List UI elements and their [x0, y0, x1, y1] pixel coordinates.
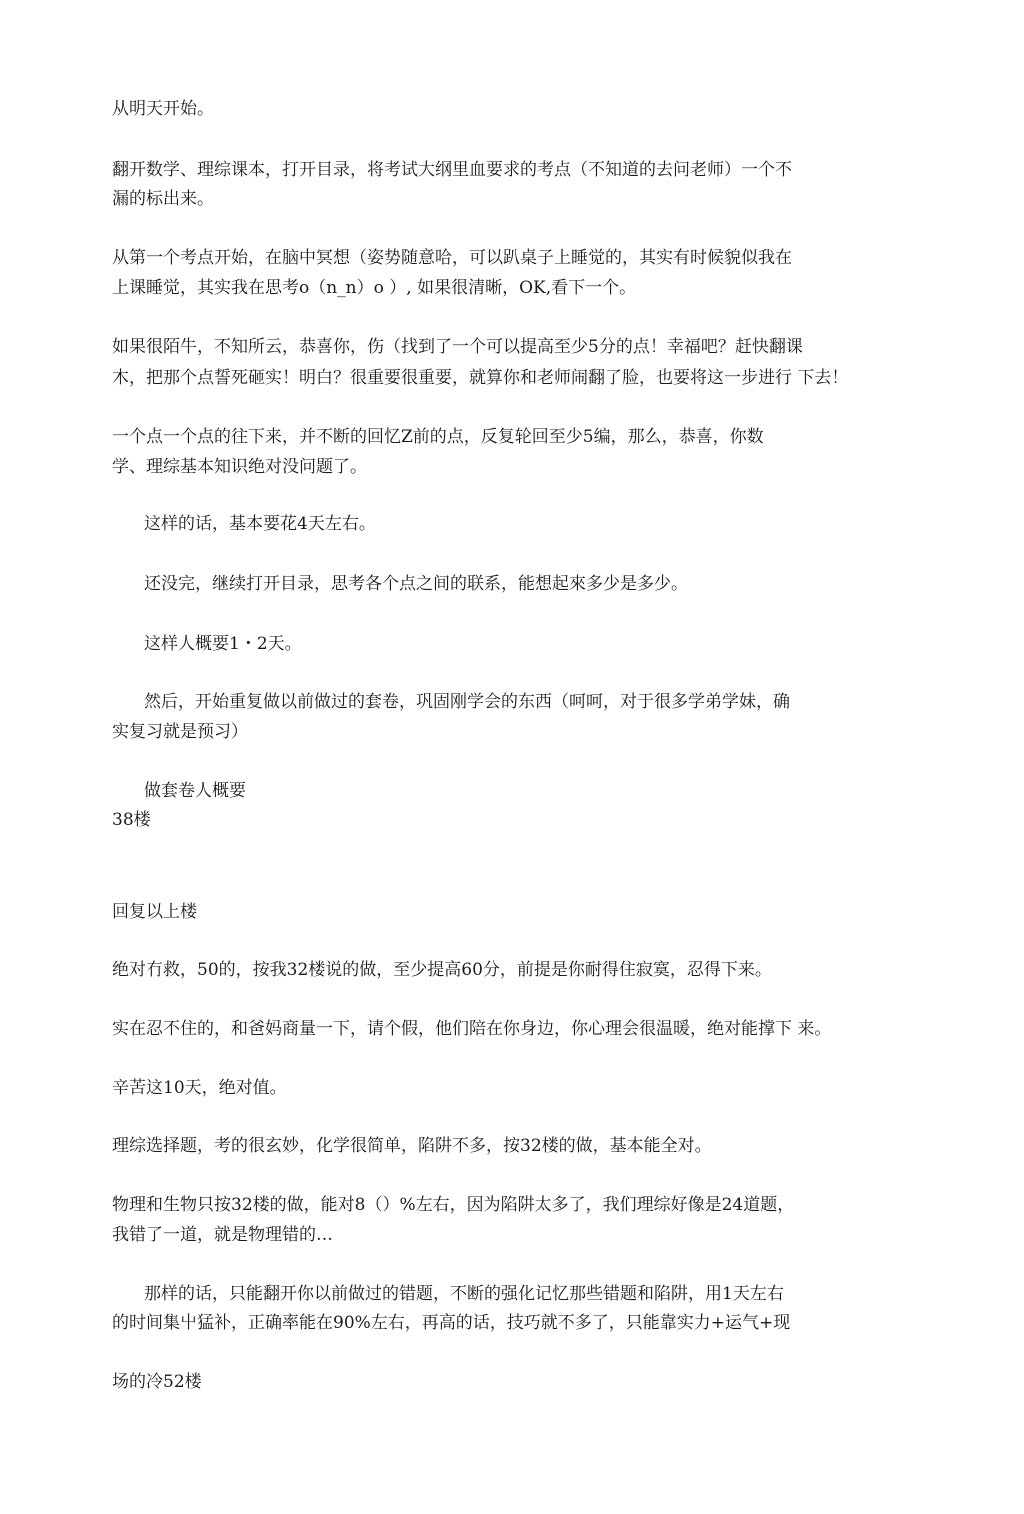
paragraph-wrong-questions-line2: 的时间集屮猛补，正确率能在90%左右，再高的话，技巧就不多了，只能靠实力+运气+现: [112, 1313, 791, 1333]
paragraph-open-textbook-line1: 翻开数学、理综课本，打开目录，将考试大纲里血要求的考点（不知道的去问老师）一个不: [112, 160, 792, 180]
paragraph-first-point-line1: 从第一个考点开始，在脑中冥想（姿势随意哈，可以趴桌子上睡觉的，其实有时候貌似我在: [112, 248, 792, 268]
paragraph-reply-above: 回复以上楼: [112, 902, 197, 922]
paragraph-unfamiliar-line1: 如果很陌牛，不知所云，恭喜你，伤（找到了一个可以提高至少5分的点！幸福吧？赶快翻课: [112, 337, 803, 357]
paragraph-physics-biology-line1: 物理和生物只按32楼的做，能对8（）%左右，因为陷阱太多了，我们理综好像是24道题，: [112, 1195, 795, 1215]
paragraph-hopeless-50: 绝对冇救，50的，按我32楼说的做，至少提高60分，前提是你耐得住寂寞，忍得下来。: [112, 960, 772, 980]
paragraph-point-by-point-line2: 学、理综基本知识绝对没问题了。: [112, 457, 367, 477]
paragraph-first-point-line2: 上课睡觉，其实我在思考o（n_n）o ）, 如果很清晰，OK,看下一个。: [112, 278, 637, 298]
paragraph-talk-to-parents: 实在忍不住的，和爸妈商量一下，请个假，他们陪在你身边，你心理会很温暖，绝对能撑下 来。: [112, 1019, 832, 1039]
floor-label-38: 38楼: [112, 810, 151, 830]
paragraph-ten-days: 辛苦这10天，绝对值。: [112, 1078, 287, 1098]
paragraph-one-two-days: 这样人概要1・2天。: [144, 634, 302, 654]
paragraph-connections: 还没完，继续打开目录，思考各个点之间的联系，能想起來多少是多少。: [144, 574, 688, 594]
paragraph-practice-papers-line1: 然后，开始重复做以前做过的套卷，巩固刚学会的东西（呵呵，对于很多学弟学妹，确: [144, 692, 790, 712]
paragraph-start-tomorrow: 从明天开始。: [112, 99, 214, 119]
paragraph-unfamiliar-line2: 木，把那个点誓死砸实！明白？很重要很重要，就算你和老师闹翻了脸，也要将这一步进行 下去！: [112, 368, 849, 388]
paragraph-open-textbook-line2: 漏的标出来。: [112, 189, 214, 209]
paragraph-point-by-point-line1: 一个点一个点的往下来，并不断的回忆Z前的点，反复轮回至少5编，那么，恭喜，你数: [112, 427, 764, 447]
paragraph-wrong-questions-line1: 那样的话，只能翻开你以前做过的错题，不断的强化记忆那些错题和陷阱，用1天左右: [144, 1284, 784, 1304]
paragraph-four-days: 这样的话，基本要花4天左右。: [144, 514, 376, 534]
paragraph-papers-estimate: 做套卷人概要: [144, 781, 246, 801]
paragraph-multiple-choice: 理综选择题，考的很玄妙，化学很简单，陷阱不多，按32楼的做，基本能全对。: [112, 1136, 712, 1156]
paragraph-physics-biology-line2: 我错了一道，就是物理错的…: [112, 1225, 333, 1245]
paragraph-floor-52: 场的冷52楼: [112, 1372, 202, 1392]
paragraph-practice-papers-line2: 实复习就是预习）: [112, 722, 248, 742]
